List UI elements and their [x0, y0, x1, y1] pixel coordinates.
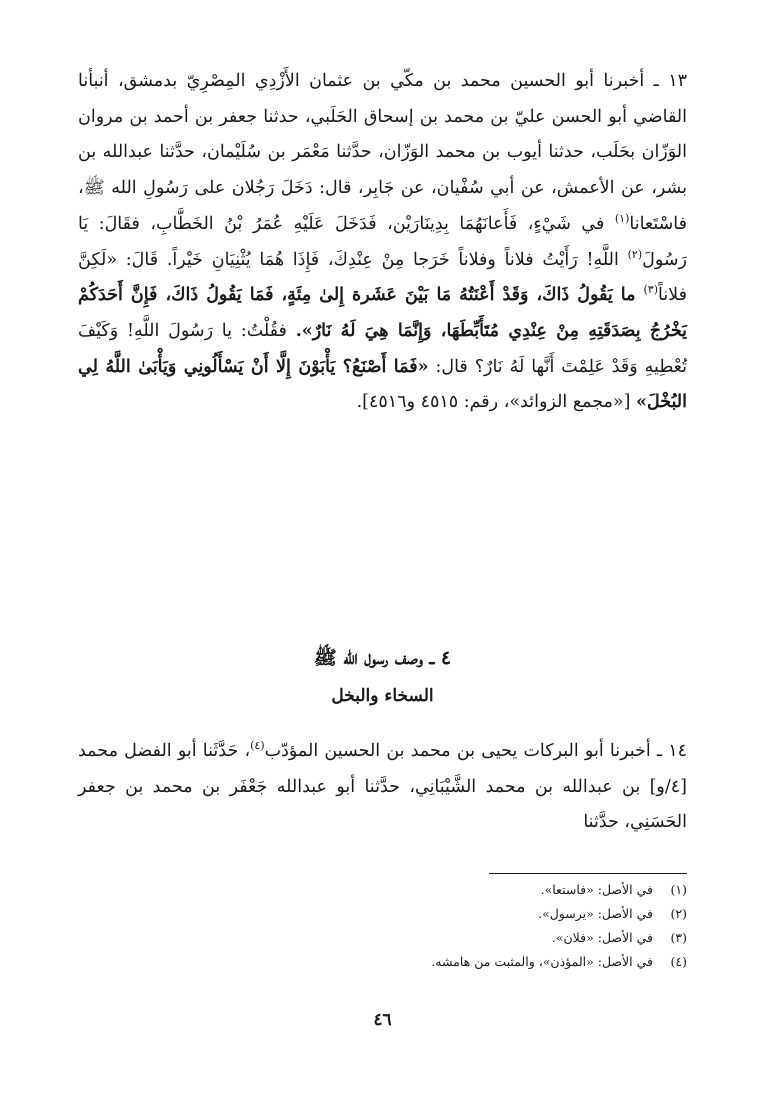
- prophetic-quote: «فَمَا أَصْنَعُ؟ يَأْبَوْنَ إِلَّا أَنْ يَسْأَلُونِي وَيَأْبَىٰ اللَّهُ لِي البُخْلَ»: [78, 356, 687, 413]
- footnote-text: في الأصل: «يرسول».: [538, 906, 653, 921]
- paragraph-text: اللَّهِ! رَأَيْتُ فلاناً وفلاناً خَرَجا مِنْ عِنْدِكَ، فَإِذَا هُمَا يُثْنِيَانِ خَيْراً. قَالَ: «لَكِنَّ فلاناً: [78, 249, 687, 306]
- paragraph-text: ، حَدَّثَنا أبو الفضل محمد [٤/و] بن عبدالله بن محمد الشَّيْبَانِي، حدَّثنا أبو عبدالله جَعْفَر بن محمد بن جعفر الحَسَنِي، حدَّثنا: [78, 741, 687, 833]
- footnote-ref-4[interactable]: (٤): [250, 739, 265, 753]
- chapter-subtitle: السخاء والبخل: [331, 686, 434, 706]
- footnote-ref-2[interactable]: (٢): [627, 247, 643, 261]
- paragraph-text: ١٤ ـ أخبرنا أبو البركات يحيى بن محمد بن الحسين المؤدّب: [264, 741, 687, 761]
- paragraph-text: ١٣ ـ أخبرنا أبو الحسين محمد بن مكّي بن عثمان الأَزْدِي المِصْرِيّ بدمشق، أنبأنا القاضي أبو الحسن عليّ بن محمد بن إسحاق الحَلَبي، حدثنا جعفر بن أحمد بن مروان الوَزّان بحَلَب، حدثنا أيوب بن محمد الوَزّان، حدَّثنا مَعْمَر بن سُلَيْمان، حدَّثنا عبدالله بن بشر، عن الأعمش، عن أبي سُفْيان، عن جَابِر، قال: دَخَلَ رَجُلان على رَسُولِ الله ﷺ، فاسْتَعانا: [78, 71, 687, 234]
- footnote-item: [78, 926, 687, 950]
- footnotes-list: [78, 878, 687, 974]
- hadith-paragraph-14: [78, 734, 687, 841]
- source-reference: [«مجمع الزوائد»، رقم: ٤٥١٥ و٤٥١٦].: [356, 392, 637, 413]
- chapter-title: ٤ ــ وصف رسول الله ﷺ: [313, 647, 452, 669]
- footnote-item: [78, 902, 687, 926]
- footnote-number: (٤): [670, 954, 687, 969]
- footnote-ref-1[interactable]: (١): [614, 211, 630, 225]
- paragraph-text: في شَيْءٍ، فَأَعانَهُمَا بِدِينَارَيْن، فَدَخَلَ عَلَيْهِ عُمَرُ بْنُ الخَطَّابِ، فقَالَ: يَا رَسُولَ: [78, 213, 687, 270]
- footnote-number: (٢): [670, 906, 687, 921]
- paragraph-text: فقُلْتُ: يا رَسُولَ اللَّهِ! وَكَيْفَ تُعْطِيهِ وَقَدْ عَلِمْتَ أَنَّها لَهُ نَارٌ؟ قال:: [78, 320, 687, 377]
- hadith-paragraph-13: [78, 64, 687, 421]
- footnote-number: (١): [670, 882, 687, 897]
- footnote-item: [78, 950, 687, 974]
- footnote-text: في الأصل: «فاستعا».: [540, 882, 653, 897]
- prophetic-quote: ما يَقُولُ ذَاكَ، وَقَدْ أَعْنَتُهُ مَا بَيْنَ عَشَرة إِلىٰ مِئَةٍ، فَمَا يَقُولُ ذَاكَ، فَإِنَّ أَحَدَكُمْ يَخْرُجُ بِصَدَقَتِهِ مِنْ عِنْدِي مُتَأَبِّطَهَا، وَإِنَّمَا هِيَ لَهُ نَارٌ».: [78, 285, 688, 341]
- footnote-item: [78, 878, 687, 902]
- footnote-divider: [489, 873, 687, 874]
- footnote-text: في الأصل: «المؤذن»، والمثبت من هامشه.: [431, 954, 653, 969]
- footnote-ref-3[interactable]: (٣): [643, 283, 658, 297]
- footnote-text: في الأصل: «فلان».: [551, 930, 653, 945]
- page-number: ٤٦: [373, 1010, 392, 1030]
- footnote-number: (٣): [670, 930, 687, 945]
